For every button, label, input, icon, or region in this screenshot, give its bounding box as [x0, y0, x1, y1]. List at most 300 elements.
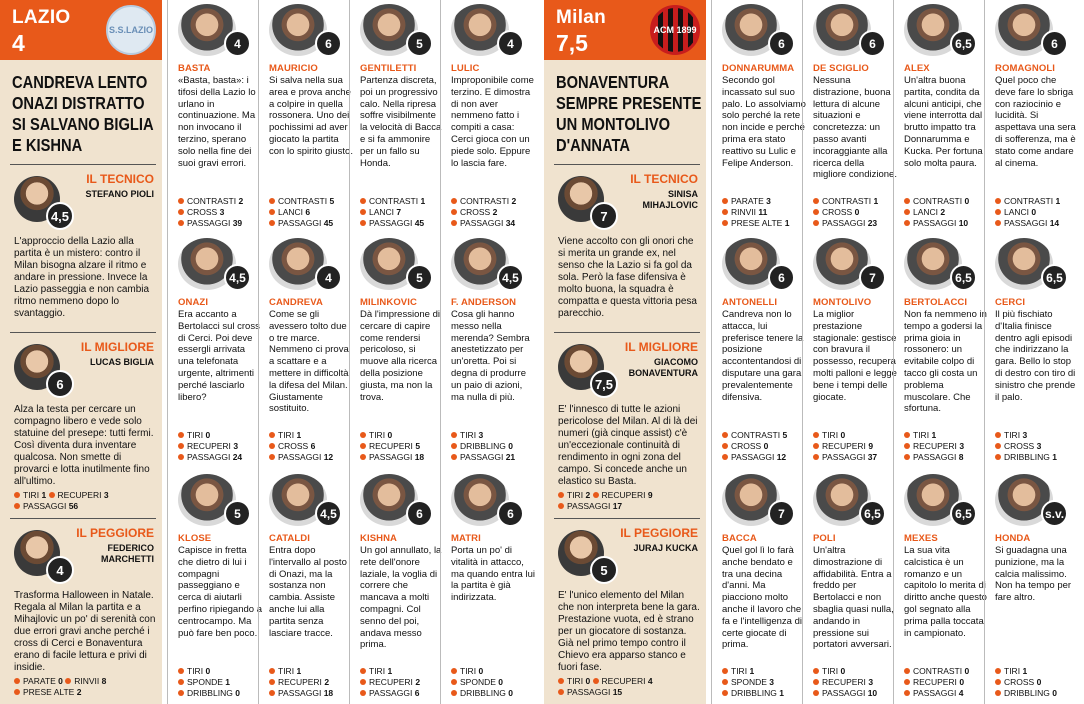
stat-value: 0 [478, 666, 484, 676]
stat-item [995, 430, 1079, 441]
stat-label: TIRI [460, 430, 477, 440]
player-card [985, 470, 1077, 704]
stat-label: DRIBBLING [460, 441, 506, 451]
stat-item [995, 218, 1079, 229]
stat-item [995, 196, 1079, 207]
stat-label: PASSAGGI [460, 452, 504, 462]
player-name: ANTONELLI [722, 297, 778, 308]
stat-label: PARATE [23, 676, 56, 686]
stat-label: PASSAGGI [278, 218, 322, 228]
stats-list [904, 196, 988, 229]
stat-label: PASSAGGI [822, 452, 866, 462]
stat-value: 0 [959, 677, 965, 687]
comment-text: E' l'innesco di tutte le azioni pericolose del Milan. Al di là dei numeri (già cinque assist) c'è un'eccezionale continuità di rendimento in ogni zona del campo. Si concede anche un elastico su Basta. [558, 404, 698, 487]
stat-item [269, 430, 353, 441]
comment-text: Un gol annullato, la rete dell'onore laziale, la voglia di correre che mancava a molti compagni. Col senno del poi, andava messo prima. [360, 545, 442, 651]
player-card [712, 234, 804, 468]
stat-item [813, 688, 897, 699]
stat-label: PASSAGGI [822, 218, 866, 228]
stat-item [558, 490, 590, 500]
comment-text: Trasforma Halloween in Natale. Regala al Milan la partita e a Mihajlovic un po' di serenità con due errori gravi anche perché i cross di Cerci e Bonaventura erano di facile lettura e privi di insidie. [14, 590, 156, 673]
role-person-name: STEFANO PIOLI [85, 189, 154, 199]
stat-label: PRESE ALTE [23, 687, 75, 697]
stat-value: 0 [585, 676, 591, 686]
stats-list [451, 666, 535, 699]
stats-list [722, 666, 806, 699]
stat-value: 17 [612, 501, 623, 511]
stat-label: TIRI [23, 490, 40, 500]
section-divider [554, 332, 700, 333]
player-card [350, 470, 442, 704]
section-divider [10, 332, 156, 333]
stats-list [995, 196, 1079, 229]
stat-value: 2 [940, 207, 946, 217]
comment-text: Partenza discreta, poi un progressivo calo. Nella ripresa soffre visibilmente la velocità di Bacca e si fa ammonire per un fallo su Honda. [360, 75, 442, 169]
stat-item [360, 666, 444, 677]
stats-list [904, 430, 988, 463]
stat-label: LANCI [278, 207, 304, 217]
stat-item [360, 452, 444, 463]
stat-item [813, 677, 897, 688]
milan-team-header [544, 0, 706, 60]
player-name: POLI [813, 533, 836, 544]
stat-value: 3 [766, 196, 771, 206]
lazio-team-header [0, 0, 162, 60]
player-card [803, 470, 895, 704]
grade-badge: 4 [46, 556, 74, 584]
grade-badge: 6 [1041, 30, 1068, 57]
stat-item [269, 441, 353, 452]
grade-badge: 6 [315, 30, 342, 57]
stat-value: 3 [1036, 441, 1042, 451]
stat-value: 3 [1022, 430, 1028, 440]
grade-badge: 6,5 [950, 264, 977, 291]
stat-item [451, 430, 535, 441]
stat-label: RECUPERI [601, 490, 646, 500]
player-name: MAURICIO [269, 63, 318, 74]
stats-list [451, 196, 535, 229]
stat-value: 2 [511, 196, 517, 206]
player-name: MATRI [451, 533, 481, 544]
stat-label: DRIBBLING [1004, 688, 1050, 698]
stat-item [451, 688, 535, 699]
stat-label: TIRI [187, 430, 204, 440]
stat-value: 37 [867, 452, 878, 462]
player-card [259, 0, 351, 234]
player-name: KLOSE [178, 533, 212, 544]
headline: BONAVENTURA SEMPRE PRESENTE UN MONTOLIVO D'ANNATA [556, 72, 702, 155]
stat-label: RECUPERI [187, 441, 231, 451]
player-name: ROMAGNOLI [995, 63, 1056, 74]
stat-item [995, 207, 1079, 218]
grade-badge: 4 [315, 264, 342, 291]
stat-label: TIRI [369, 430, 386, 440]
stat-value: 1 [296, 666, 302, 676]
stat-item [360, 207, 444, 218]
stat-value: 1 [873, 196, 879, 206]
stat-item [904, 218, 988, 229]
stat-item [451, 196, 535, 207]
stat-label: CROSS [1004, 441, 1035, 451]
stat-item [558, 676, 590, 686]
stat-label: CROSS [731, 441, 762, 451]
stat-label: RECUPERI [601, 676, 646, 686]
stat-label: RECUPERI [369, 441, 413, 451]
stat-label: DRIBBLING [1004, 452, 1050, 462]
stat-item [722, 196, 806, 207]
stat-item [995, 452, 1079, 463]
stat-value: 0 [1052, 688, 1057, 698]
stat-value: 3 [103, 490, 109, 500]
grade-badge: 5 [406, 264, 433, 291]
comment-text: La sua vita calcistica è un romanzo e un capitolo lo merita di diritto anche questo gol segnato alla prima palla toccata in campionato. [904, 545, 987, 639]
player-name: CERCI [995, 297, 1026, 308]
comment-text: L'approccio della Lazio alla partita è un mistero: contro il Milan bisogna alzare il ritmo e andare in pressione. Invece la Lazio passeggia e non cambia ritmo nemmeno dopo lo svantaggio. [14, 236, 150, 319]
stat-item [904, 196, 988, 207]
stat-value: 0 [508, 688, 513, 698]
stat-label: PASSAGGI [913, 218, 957, 228]
stat-value: 0 [1036, 677, 1042, 687]
stat-label: TIRI [1004, 666, 1021, 676]
comment-text: Quel poco che deve fare lo sbriga con raziocinio e lucidità. Si aspettava una sera di sofferenza, ma è stato come andare al cinema. [995, 75, 1076, 169]
stat-value: 3 [478, 430, 484, 440]
player-name: DE SCIGLIO [813, 63, 869, 74]
stats-list [269, 430, 353, 463]
player-name: MEXES [904, 533, 938, 544]
stats-list [269, 196, 353, 229]
stat-label: TIRI [913, 430, 930, 440]
stat-label: PASSAGGI [567, 501, 611, 511]
stat-value: 1 [784, 218, 790, 228]
stat-item [269, 677, 353, 688]
stat-item [451, 218, 535, 229]
team-grade: 4 [12, 30, 25, 56]
stat-item [451, 666, 535, 677]
stats-list [813, 430, 897, 463]
stat-value: 6 [414, 688, 420, 698]
stat-label: PASSAGGI [187, 218, 231, 228]
stats-list [178, 666, 262, 699]
stat-label: RECUPERI [822, 677, 866, 687]
stat-label: RECUPERI [369, 677, 413, 687]
grade-badge: 4,5 [315, 500, 342, 527]
player-card [168, 470, 260, 704]
stat-label: RECUPERI [278, 677, 322, 687]
stat-label: PASSAGGI [822, 688, 866, 698]
stat-label: CONTRASTI [187, 196, 237, 206]
stat-label: TIRI [278, 666, 295, 676]
stat-value: 1 [296, 430, 302, 440]
stats-list [451, 430, 535, 463]
stat-value: 24 [232, 452, 243, 462]
comment-text: Alza la testa per cercare un compagno libero e vede solo statuine del presepe: tutti fermi. Così diventa dura inventare qualcosa. Non smette di provarci e lotta inutilmente fino all'ultimo. [14, 404, 154, 487]
stat-value: 2 [324, 677, 330, 687]
grade-badge: 6 [497, 500, 524, 527]
stat-value: 9 [868, 441, 874, 451]
stat-label: CONTRASTI [731, 430, 781, 440]
stat-value: 8 [958, 452, 964, 462]
grade-badge: 7,5 [590, 370, 618, 398]
headline: CANDREVA LENTO ONAZI DISTRATTO SI SALVANO BIGLIA E KISHNA [12, 72, 154, 155]
stat-item [451, 677, 535, 688]
comment-text: Secondo gol incassato sul suo palo. Lo assolviamo solo perché la rete non incide e perché prima era stato reattivo su Lulic e Felipe Anderson. [722, 75, 806, 169]
stat-item [269, 688, 353, 699]
stat-label: RECUPERI [913, 677, 957, 687]
stat-item [178, 207, 262, 218]
player-column [985, 0, 1077, 704]
lazio-summary-column [0, 0, 162, 704]
player-name: LULIC [451, 63, 480, 74]
stat-label: PASSAGGI [23, 501, 67, 511]
stat-item [269, 196, 353, 207]
grade-badge: 6 [768, 30, 795, 57]
stat-value: 1 [420, 196, 426, 206]
stat-item [722, 666, 806, 677]
grade-badge: 6,5 [950, 500, 977, 527]
stats-list [269, 666, 353, 699]
stat-value: 0 [840, 666, 846, 676]
player-name: GENTILETTI [360, 63, 417, 74]
player-card [168, 234, 260, 468]
comment-text: E' l'unico elemento del Milan che non interpreta bene la gara. Prestazione vuota, ed è strano per un giocatore di sostanza. Già nel primo tempo contro il Chievo era apparso stanco e fuori fase. [558, 590, 700, 673]
stat-item [360, 196, 444, 207]
stat-value: 0 [508, 441, 513, 451]
stat-value: 1 [749, 666, 755, 676]
grade-badge: 4,5 [497, 264, 524, 291]
comment-text: Come se gli avessero tolto due o tre marce. Nemmeno ci prova a scattare e a mettere in difficoltà la difesa del Milan. Giustamente sostituito. [269, 309, 349, 415]
comment-text: Quel gol lì lo farà anche bendato e tra una decina d'anni. Ma piacciono molto anche il lavoro che fa e l'intelligenza di certe giocate di prima. [722, 545, 802, 651]
stat-item [558, 501, 622, 511]
stat-label: RINVII [731, 207, 757, 217]
stat-value: 45 [414, 218, 425, 228]
stat-label: CROSS [187, 207, 218, 217]
comment-text: «Basta, basta»: i tifosi della Lazio lo urlano in continuazione. Ma non invocano il terzino, sperano solo nella fine dei suoi gravi errori. [178, 75, 256, 169]
stat-value: 2 [238, 196, 244, 206]
role-title: IL TECNICO [86, 172, 154, 186]
grade-badge: 7 [768, 500, 795, 527]
stat-item [451, 441, 535, 452]
stat-item [593, 490, 653, 500]
stat-label: PASSAGGI [278, 688, 322, 698]
stat-value: 0 [1031, 207, 1037, 217]
comment-text: Entra dopo l'intervallo al posto di Onazi, ma la sostanza non cambia. Assiste anche lui alla partita senza lasciare tracce. [269, 545, 347, 639]
stat-item [269, 207, 353, 218]
player-card [350, 234, 442, 468]
grade-badge: 5 [224, 500, 251, 527]
stat-label: PASSAGGI [567, 687, 611, 697]
stat-item [722, 452, 806, 463]
stat-item [722, 677, 806, 688]
stat-value: 0 [387, 430, 393, 440]
team-grade: 7,5 [556, 30, 588, 56]
milan-crest-logo: ACM 1899 [650, 5, 700, 55]
grade-badge: 6 [859, 30, 886, 57]
stat-item [593, 676, 653, 686]
stat-label: SPONDE [460, 677, 496, 687]
stat-item [722, 430, 806, 441]
player-card [441, 470, 533, 704]
team-name: Milan [556, 7, 607, 28]
stat-label: TIRI [369, 666, 386, 676]
role-title: IL MIGLIORE [624, 340, 698, 354]
stat-label: CONTRASTI [913, 196, 963, 206]
stat-value: 23 [867, 218, 878, 228]
player-name: BERTOLACCI [904, 297, 968, 308]
stat-value: 0 [840, 430, 846, 440]
stat-value: 5 [329, 196, 335, 206]
player-card [985, 234, 1077, 468]
comment-text: Candreva non lo attacca, lui preferisce tenere la posizione accontentandosi di disputare una gara prevalentemente difensiva. [722, 309, 804, 403]
stat-value: 9 [647, 490, 653, 500]
stat-value: 3 [959, 441, 965, 451]
stats-list [178, 430, 262, 463]
player-card [712, 470, 804, 704]
section-divider [10, 164, 156, 165]
stat-value: 12 [323, 452, 334, 462]
stat-label: DRIBBLING [460, 688, 506, 698]
stat-item [995, 441, 1079, 452]
stat-value: 5 [415, 441, 421, 451]
stat-item [178, 677, 262, 688]
player-card [259, 234, 351, 468]
grade-badge: 6,5 [859, 500, 886, 527]
stat-item [65, 676, 106, 686]
stat-value: 3 [769, 677, 775, 687]
player-card [259, 470, 351, 704]
stat-label: CONTRASTI [822, 196, 872, 206]
grade-badge: 6 [46, 370, 74, 398]
stat-item [451, 452, 535, 463]
milan-section [544, 0, 1084, 704]
stats-list [558, 676, 704, 698]
stats-list [722, 196, 806, 229]
stat-label: PASSAGGI [278, 452, 322, 462]
stat-label: LANCI [369, 207, 395, 217]
stat-value: 0 [964, 666, 970, 676]
stat-value: 11 [758, 207, 768, 217]
stats-list [360, 666, 444, 699]
stat-label: PASSAGGI [187, 452, 231, 462]
player-card [441, 234, 533, 468]
stat-label: PASSAGGI [369, 688, 413, 698]
stat-label: CROSS [278, 441, 309, 451]
grade-badge: 6,5 [950, 30, 977, 57]
stat-value: 10 [867, 688, 878, 698]
comment-text: Un'altra buona partita, condita da alcuni anticipi, che viene interrotta dal brutto impatto tra Donnarumma e Kucka. Per fortuna solo molta paura. [904, 75, 983, 169]
stat-item [995, 666, 1079, 677]
grade-badge: 5 [406, 30, 433, 57]
grade-badge: 4 [497, 30, 524, 57]
stat-value: 3 [219, 207, 225, 217]
stat-item [813, 441, 897, 452]
stat-label: RECUPERI [57, 490, 102, 500]
stat-item [904, 452, 988, 463]
stat-value: 0 [235, 688, 240, 698]
stat-value: 2 [492, 207, 498, 217]
stat-item [178, 688, 262, 699]
stat-item [813, 196, 897, 207]
grade-badge: 6 [768, 264, 795, 291]
stat-item [360, 677, 444, 688]
role-title: IL PEGGIORE [620, 526, 698, 540]
stats-list [813, 666, 897, 699]
stat-item [995, 688, 1079, 699]
stat-item [14, 676, 63, 686]
stats-list [722, 430, 806, 463]
stat-label: PRESE ALTE [731, 218, 783, 228]
stat-item [178, 218, 262, 229]
stat-item [178, 452, 262, 463]
comment-text: Era accanto a Bertolacci sul cross di Cerci. Poi deve essergli arrivata una telefonata urgente, altrimenti perché lasciarlo libero? [178, 309, 260, 403]
grade-badge: 5 [590, 556, 618, 584]
stat-item [178, 430, 262, 441]
stat-item [178, 666, 262, 677]
stats-list [558, 490, 704, 512]
player-card [894, 0, 986, 234]
stat-value: 45 [323, 218, 334, 228]
stat-label: RECUPERI [913, 441, 957, 451]
stat-value: 0 [763, 441, 769, 451]
stat-value: 1 [387, 666, 393, 676]
stat-value: 0 [854, 207, 860, 217]
stat-label: DRIBBLING [187, 688, 233, 698]
stat-label: SPONDE [187, 677, 223, 687]
player-column [441, 0, 533, 704]
stat-label: PASSAGGI [913, 452, 957, 462]
comment-text: Un'altra dimostrazione di affidabilità. Entra a freddo per Bertolacci e non sbaglia quasi nulla, andando in pressione sui portatori avversari. [813, 545, 894, 651]
player-card [712, 0, 804, 234]
grade-badge: 4,5 [46, 202, 74, 230]
role-title: IL PEGGIORE [76, 526, 154, 540]
role-person-name: FEDERICO MARCHETTI [101, 543, 154, 564]
player-column [350, 0, 442, 704]
comment-text: Si salva nella sua area e prova anche a colpire in quella rossonera. Uno dei pochissimi ad aver giocato la partita con lo spirito giusto. [269, 75, 353, 157]
stat-label: PASSAGGI [913, 688, 957, 698]
player-column [259, 0, 351, 704]
player-card [441, 0, 533, 234]
stat-value: 56 [68, 501, 79, 511]
comment-text: Non fa nemmeno in tempo a godersi la prima gioia in rossonero: un evitabile colpo di tacco gli costa un problema muscolare. Che sfortuna. [904, 309, 987, 415]
player-name: CANDREVA [269, 297, 323, 308]
stat-value: 6 [310, 441, 316, 451]
stat-label: CROSS [460, 207, 491, 217]
player-card [803, 234, 895, 468]
grade-badge: s.v. [1041, 500, 1068, 527]
stat-value: 0 [205, 666, 211, 676]
stat-label: TIRI [187, 666, 204, 676]
stat-label: TIRI [460, 666, 477, 676]
role-title: IL MIGLIORE [80, 340, 154, 354]
player-card [894, 234, 986, 468]
player-column [712, 0, 804, 704]
player-name: DONNARUMMA [722, 63, 795, 74]
stat-value: 0 [498, 677, 504, 687]
stat-value: 4 [958, 688, 964, 698]
stat-label: CONTRASTI [278, 196, 328, 206]
stat-label: LANCI [1004, 207, 1030, 217]
stat-item [904, 666, 988, 677]
stat-item [360, 688, 444, 699]
stat-label: TIRI [1004, 430, 1021, 440]
stat-value: 21 [505, 452, 516, 462]
stat-value: 7 [396, 207, 402, 217]
stat-item [813, 430, 897, 441]
stat-item [904, 441, 988, 452]
team-name: LAZIO [12, 7, 71, 28]
stat-value: 1 [225, 677, 231, 687]
stat-item [813, 207, 897, 218]
stats-list [904, 666, 988, 699]
